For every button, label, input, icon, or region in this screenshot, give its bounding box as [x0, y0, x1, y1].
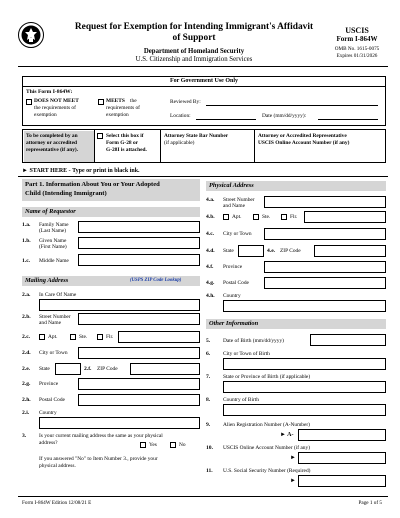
mailing-province-label: Province	[39, 381, 59, 387]
physical-ste-label: Ste.	[262, 214, 271, 220]
g28-label-3: G-28I is attached.	[106, 147, 147, 153]
physical-street-number: 4.a.	[206, 197, 215, 203]
physical-country-input[interactable]	[223, 300, 386, 312]
accredited-label-2: USCIS Online Account Number (if any)	[258, 140, 350, 146]
middle-name-number: 1.c.	[22, 258, 31, 264]
g28-label-1: Select this box if	[106, 133, 144, 139]
mailing-street-number: 2.b.	[22, 314, 31, 320]
birth-country-label: Country of Birth	[223, 397, 259, 403]
uscis-label: USCIS	[345, 26, 369, 35]
given-name-number: 1.b.	[22, 238, 31, 244]
mailing-province-input[interactable]	[78, 378, 200, 390]
mailing-city-number: 2.d.	[22, 350, 31, 356]
mailing-country-number: 2.i.	[22, 410, 30, 416]
physical-state-label: State	[223, 248, 234, 254]
physical-unit-input[interactable]	[304, 211, 386, 223]
physical-zip-label: ZIP Code	[280, 248, 301, 254]
physical-apt-label: Apt.	[232, 214, 242, 220]
mailing-flr-label: Flr.	[106, 334, 114, 340]
online-account-prefix: ►	[290, 455, 296, 461]
ssn-input[interactable]	[298, 475, 386, 487]
birth-city-label: City or Town of Birth	[223, 351, 270, 357]
mailing-postal-label: Postal Code	[39, 397, 65, 403]
gov-use-divider	[22, 86, 386, 87]
does-not-meet-label-1: DOES NOT MEET	[34, 98, 79, 104]
physical-street-label-1: Street Number	[223, 197, 255, 203]
mailing-state-number: 2.e.	[22, 366, 31, 372]
middle-name-label: Middle Name	[39, 258, 69, 264]
physical-city-input[interactable]	[264, 228, 386, 240]
date-label: Date (mm/dd/yyyy):	[262, 113, 307, 119]
footer-page-number: Page 1 of 5	[358, 500, 382, 506]
birth-country-number: 8.	[206, 397, 211, 403]
physical-province-label: Province	[223, 264, 243, 270]
birth-state-input[interactable]	[223, 381, 386, 393]
meets-label-1: MEETS	[106, 98, 125, 104]
physical-street-input[interactable]	[264, 196, 386, 208]
usps-zip-lookup-link[interactable]: (USPS ZIP Code Lookup)	[130, 278, 182, 283]
question3-text-1: Is your current mailing address the same as your physical	[39, 433, 163, 439]
given-name-label-2: (First Name)	[39, 244, 67, 250]
physical-state-number: 4.d.	[206, 248, 215, 254]
mailing-postal-input[interactable]	[78, 394, 200, 406]
question3-text-2: address?	[39, 440, 58, 446]
physical-flr-label: Flr.	[290, 214, 298, 220]
ssn-label: U.S. Social Security Number (Required)	[223, 468, 311, 474]
mailing-unit-number: 2.c.	[22, 334, 31, 340]
location-label: Location:	[170, 113, 191, 119]
family-name-number: 1.a.	[22, 222, 31, 228]
g28-checkbox[interactable]	[97, 133, 103, 139]
physical-street-label-2: and Name	[223, 203, 246, 209]
physical-address-header: Physical Address	[206, 181, 386, 191]
mailing-apt-checkbox[interactable]	[39, 334, 45, 340]
a-number-prefix: ► A-	[280, 432, 294, 438]
online-account-number: 10.	[206, 445, 213, 451]
mailing-state-select[interactable]	[55, 363, 81, 375]
meets-label-3: exemption	[106, 112, 129, 118]
given-name-label-1: Given Name	[39, 238, 67, 244]
reviewed-by-label: Reviewed By:	[170, 99, 201, 105]
physical-ste-checkbox[interactable]	[253, 214, 259, 220]
birth-city-number: 6.	[206, 351, 211, 357]
form-id: Form I-864W	[336, 35, 378, 43]
attorney-divider-2	[160, 129, 161, 163]
mailing-zip-input[interactable]	[130, 363, 200, 375]
dob-input[interactable]	[310, 334, 386, 346]
mailing-ste-checkbox[interactable]	[70, 334, 76, 340]
mailing-flr-checkbox[interactable]	[97, 334, 103, 340]
mailing-zip-number: 2.f.	[84, 366, 92, 372]
question3-number: 3.	[22, 433, 27, 439]
ssn-prefix: ►	[290, 478, 296, 484]
care-of-input[interactable]	[39, 299, 200, 311]
reviewed-by-line[interactable]	[206, 105, 378, 106]
start-here-divider	[18, 176, 388, 177]
accredited-label-1: Attorney or Accredited Representative	[258, 133, 347, 139]
same-address-yes-checkbox[interactable]	[140, 442, 146, 448]
a-number-number: 9.	[206, 422, 211, 428]
family-name-label-2: (Last Name)	[39, 228, 67, 234]
care-of-label: In Care Of Name	[39, 292, 77, 298]
meets-label-2: requirements of	[106, 105, 140, 111]
does-not-meet-label-2: the requirements of	[34, 105, 76, 111]
birth-state-label: State or Province of Birth (if applicable)	[223, 374, 311, 380]
footer-edition: Form I-864W Edition 12/08/21 E	[22, 500, 92, 506]
mailing-country-input[interactable]	[39, 417, 200, 429]
physical-city-number: 4.c.	[206, 231, 215, 237]
mailing-unit-input[interactable]	[118, 331, 200, 343]
a-number-input[interactable]	[298, 429, 386, 441]
birth-city-input[interactable]	[223, 358, 386, 370]
physical-unit-number: 4.b.	[206, 214, 215, 220]
mailing-street-label-2: and Name	[39, 320, 62, 326]
mailing-country-label: Country	[39, 410, 57, 416]
mailing-province-number: 2.g.	[22, 381, 31, 387]
same-address-no-label: No	[179, 442, 186, 448]
bar-number-label: Attorney State Bar Number	[164, 133, 229, 139]
mailing-city-input[interactable]	[78, 347, 200, 359]
physical-flr-checkbox[interactable]	[281, 214, 287, 220]
dob-label: Date of Birth (mm/dd/yyyy)	[223, 338, 284, 344]
same-address-no-checkbox[interactable]	[170, 442, 176, 448]
agency-name: U.S. Citizenship and Immigration Services	[135, 56, 253, 63]
physical-apt-checkbox[interactable]	[223, 214, 229, 220]
physical-province-number: 4.f.	[206, 264, 214, 270]
does-not-meet-checkbox[interactable]	[26, 99, 32, 105]
ssn-number: 11.	[206, 468, 213, 474]
attorney-note-2: attorney or accredited	[26, 140, 77, 146]
this-form-label: This Form I-864W:	[26, 89, 73, 95]
omb-number: OMB No. 1615-0075	[334, 46, 380, 52]
question3-note-1: If you answered "No" to Item Number 3., provide your	[39, 456, 158, 462]
physical-country-label: Country	[223, 293, 241, 299]
physical-postal-label: Postal Code	[223, 280, 249, 286]
dob-number: 5.	[206, 338, 211, 344]
question3-note-2: physical address.	[39, 463, 76, 469]
department-name: Department of Homeland Security	[143, 48, 245, 55]
mailing-postal-number: 2.h.	[22, 397, 31, 403]
meets-label-1b: the	[130, 98, 137, 104]
expiration-date: Expires 01/31/2026	[336, 53, 378, 59]
a-number-label: Alien Registration Number (A-Number)	[223, 422, 310, 428]
mailing-state-label: State	[39, 366, 50, 372]
middle-name-input[interactable]	[78, 254, 200, 266]
physical-state-select[interactable]	[238, 245, 264, 257]
location-line[interactable]	[196, 119, 256, 120]
mailing-ste-label: Ste.	[79, 334, 88, 340]
g28-label-2: Form G-28 or	[106, 140, 139, 146]
form-title-line2: of Support	[172, 33, 216, 43]
mailing-street-input[interactable]	[78, 313, 200, 325]
footer-divider	[18, 496, 388, 497]
same-address-yes-label: Yes	[149, 442, 157, 448]
physical-province-input[interactable]	[264, 261, 386, 273]
does-not-meet-label-3: exemption	[34, 112, 57, 118]
physical-zip-number: 4.e.	[267, 248, 276, 254]
birth-state-number: 7.	[206, 374, 211, 380]
given-name-input[interactable]	[78, 237, 200, 249]
attorney-note-3: representative (if any).	[26, 147, 79, 153]
mailing-city-label: City or Town	[39, 350, 68, 356]
name-of-requestor-header: Name of Requestor	[22, 207, 200, 217]
online-account-label: USCIS Online Account Number (if any)	[223, 445, 310, 451]
part1-title-line1: Part 1. Information About You or Your Adopted	[25, 181, 160, 188]
header-divider	[18, 66, 388, 67]
meets-checkbox[interactable]	[98, 99, 104, 105]
physical-postal-input[interactable]	[264, 277, 386, 289]
physical-country-number: 4.h.	[206, 293, 215, 299]
care-of-number: 2.a.	[22, 292, 31, 298]
attorney-note-1: To be completed by an	[26, 133, 78, 139]
family-name-input[interactable]	[78, 221, 200, 233]
attorney-divider-3	[254, 129, 255, 163]
birth-country-input[interactable]	[223, 404, 386, 416]
form-title-line1: Request for Exemption for Intending Immigrant's Affidavit	[74, 22, 314, 32]
physical-zip-input[interactable]	[314, 245, 386, 257]
date-line[interactable]	[318, 119, 378, 120]
mailing-street-label-1: Street Number	[39, 314, 71, 320]
mailing-apt-label: Apt.	[48, 334, 58, 340]
other-information-header: Other Information	[206, 319, 386, 329]
attorney-divider-1	[94, 129, 95, 163]
gov-use-title: For Government Use Only	[169, 78, 239, 84]
mailing-zip-label: ZIP Code	[97, 366, 118, 372]
physical-city-label: City or Town	[223, 231, 252, 237]
bar-number-sublabel: (if applicable)	[164, 140, 195, 146]
online-account-input[interactable]	[298, 452, 386, 464]
dhs-seal-logo	[18, 22, 44, 48]
family-name-label-1: Family Name	[39, 222, 69, 228]
physical-postal-number: 4.g.	[206, 280, 215, 286]
part1-title-line2: Child (Intending Immigrant)	[25, 190, 107, 197]
start-here-instruction: ► START HERE - Type or print in black ink.	[22, 168, 140, 174]
mailing-address-header: Mailing Address	[22, 276, 200, 286]
